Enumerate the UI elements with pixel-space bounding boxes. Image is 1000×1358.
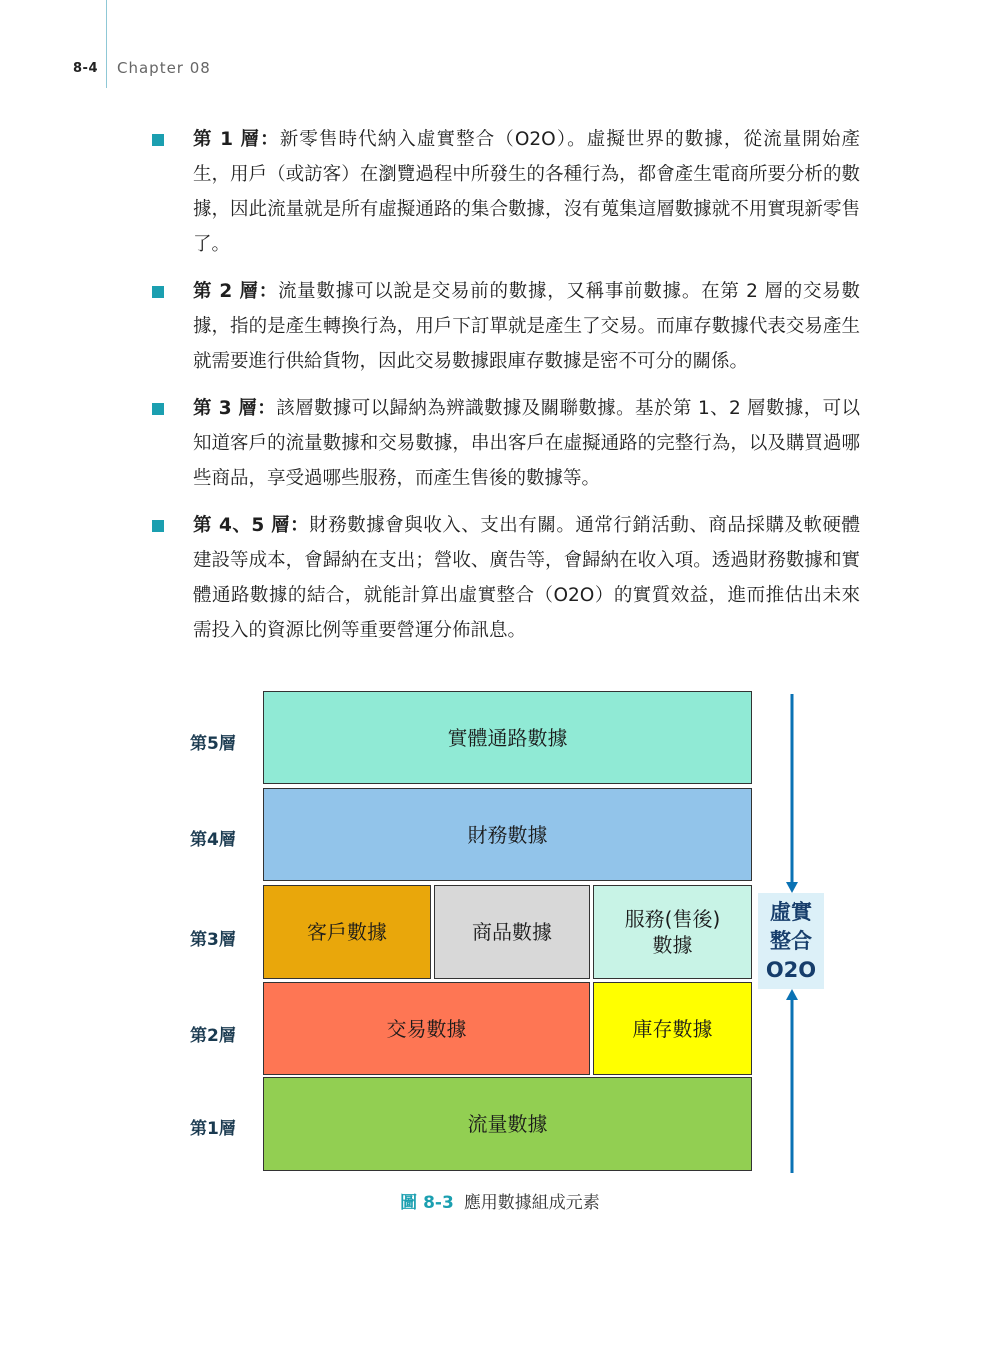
bullet-lead: 第 2 層：	[193, 281, 278, 302]
box-customer-data	[263, 885, 431, 979]
layer-label-3: 第3層	[190, 930, 236, 950]
box-inventory-data	[593, 982, 752, 1075]
box-physical-channel-data	[263, 691, 752, 784]
bullet-text: 新零售時代納入虛實整合（O2O）。虛擬世界的數據，從流量開始產生，用戶（或訪客）在瀏覽過程中所發生的各種行為，都會產生電商所要分析的數據，因此流量就是所有虛擬通路的集合數據，沒有蒐集這層數據就不用實現新零售了。	[193, 129, 860, 255]
bullet-paragraph	[193, 391, 860, 496]
square-bullet-icon	[152, 286, 164, 298]
square-bullet-icon	[152, 134, 164, 146]
square-bullet-icon	[152, 403, 164, 415]
box-label: 實體通路數據	[447, 725, 568, 750]
bullet-lead: 第 1 層：	[193, 129, 280, 150]
bullet-paragraph	[193, 274, 860, 379]
square-bullet-icon	[152, 520, 164, 532]
o2o-line-2: 整合	[770, 928, 812, 953]
box-label: 財務數據	[467, 822, 548, 847]
box-label: 數據	[652, 933, 693, 957]
box-label: 流量數據	[467, 1112, 548, 1136]
box-label: 商品數據	[472, 920, 552, 944]
bullet-paragraph	[193, 508, 860, 648]
layer-label-4: 第4層	[190, 830, 236, 850]
bullet-lead: 第 3 層：	[193, 398, 277, 419]
bullet-text: 流量數據可以說是交易前的數據，又稱事前數據。在第 2 層的交易數據，指的是產生轉換行為，用戶下訂單就是產生了交易。而庫存數據代表交易產生就需要進行供給貨物，因此交易數據跟庫存數據是密不可分的關係。	[193, 281, 860, 372]
figure-number: 圖 8-3	[400, 1193, 454, 1213]
box-label: 庫存數據	[632, 1016, 713, 1041]
bullet-text: 該層數據可以歸納為辨識數據及關聯數據。基於第 1、2 層數據，可以知道客戶的流量數據和交易數據，串出客戶在虛擬通路的完整行為，以及購買過哪些商品，享受過哪些服務，而產生售後的數據等。	[193, 398, 860, 489]
box-label: 客戶數據	[307, 920, 387, 944]
o2o-line-1: 虛實	[770, 899, 812, 924]
bullet-item	[150, 391, 860, 496]
layer-label-2: 第2層	[190, 1026, 236, 1046]
arrow-down-icon	[786, 882, 798, 893]
bullet-item	[150, 274, 860, 379]
bullet-item	[150, 508, 860, 648]
box-transaction-data	[263, 982, 590, 1075]
o2o-line-3: O2O	[765, 957, 817, 982]
arrow-up-icon	[786, 989, 798, 1000]
box-label: 交易數據	[386, 1016, 467, 1041]
bullet-paragraph	[193, 122, 860, 262]
layer-label-1: 第1層	[190, 1119, 236, 1139]
header-rule	[106, 0, 107, 88]
box-finance-data	[263, 788, 752, 881]
box-traffic-data	[263, 1077, 752, 1171]
layer-label-5: 第5層	[190, 734, 236, 754]
figure-title: 應用數據組成元素	[463, 1193, 600, 1213]
o2o-label-box	[758, 893, 824, 989]
box-service-data	[593, 885, 752, 979]
page-number: 8-4	[73, 61, 98, 76]
box-product-data	[434, 885, 590, 979]
bullet-lead: 第 4、5 層：	[193, 515, 310, 536]
bullet-text: 財務數據會與收入、支出有關。通常行銷活動、商品採購及軟硬體建設等成本，會歸納在支出；營收、廣告等，會歸納在收入項。透過財務數據和實體通路數據的結合，就能計算出虛實整合（O2O）的實質效益，進而推估出未來需投入的資源比例等重要營運分佈訊息。	[193, 515, 860, 641]
box-label: 服務(售後)	[624, 907, 721, 931]
bullet-list	[150, 122, 860, 660]
chapter-label: Chapter 08	[117, 59, 211, 77]
figure-caption	[0, 1188, 1000, 1213]
bullet-item	[150, 122, 860, 262]
